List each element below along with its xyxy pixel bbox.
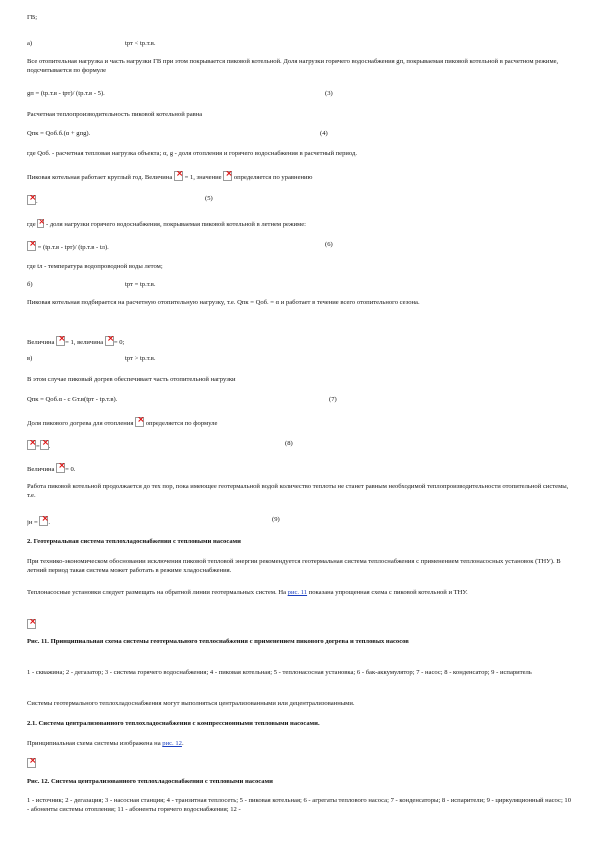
text-line: В этом случае пиковый догрев обеспечивает часть отопительной нагрузки [27, 376, 236, 383]
broken-image-icon [39, 516, 51, 526]
formula-4 [27, 130, 571, 139]
figure-legend: 1 - скважина; 2 - дегазатор; 3 - система горячего водоснабжения; 4 - пиковая котельная; 5 - теплонасосная установка; 6 - бак-аккумулятор; 7 - насос; 8 - конденсатор; 9 - испаритель [27, 669, 532, 676]
broken-image-icon [37, 219, 44, 228]
formula: = (tр.т.в - tрт)/ (tр.т.в - tл). [37, 244, 109, 251]
text-span: . [48, 443, 51, 450]
formula-3 [27, 90, 571, 99]
formula-6 [27, 241, 571, 253]
paragraph: При технико-экономическом обосновании исключения пиковой тепловой энергии рекомендуется геотермальная система теплоснабжения с применением теплонасосных установок (ТНУ). В летний период такая система может работать в режиме хладоснабжения. [27, 558, 561, 574]
text-line-with-images [27, 336, 571, 348]
text-span: Пиковая котельная работает круглый год. Величина [27, 174, 173, 181]
broken-image-icon [27, 195, 36, 205]
figure-link-11[interactable]: рис. 11 [287, 589, 308, 596]
text-span: определяется по уравнению [233, 174, 313, 181]
case-row-a [27, 40, 571, 49]
case-condition: tрт > tр.т.в. [125, 355, 156, 362]
case-condition: tрт < tр.т.в. [125, 40, 156, 47]
subsection-heading: 2.1. Система централизованного теплохладоснабжения с компрессионными тепловыми насосами. [27, 720, 320, 727]
text-span: Величина [27, 466, 55, 473]
formula-9 [27, 516, 571, 528]
case-label: а) [27, 40, 33, 47]
broken-image-icon [56, 336, 65, 346]
formula-number: (8) [285, 440, 293, 447]
formula-number: (9) [272, 516, 280, 523]
figure-legend: 1 - источник; 2 - дегазация; 3 - насосная станция; 4 - транзитная теплосеть; 5 - пиковая котельная; 6 - агрегаты теплового насоса; 7 - конденсаторы; 8 - испарители; 9 - циркуляционный насос; 10 - абоненты системы отопления; 11 - абоненты горячего водоснабжения; 12 - [27, 797, 571, 813]
broken-image-icon [105, 336, 114, 346]
text-span: = 0. [65, 466, 76, 473]
case-label: б) [27, 281, 33, 288]
text-line: Расчетная теплопроизводительность пиковой котельной равна [27, 111, 203, 118]
text-span: = 1, величина [65, 339, 104, 346]
text-line-with-images [27, 463, 571, 475]
text-line: где tл - температура водопроводной воды летом; [27, 263, 163, 270]
figure-link-12[interactable]: рис. 12 [162, 740, 182, 747]
text-span: показана упрощенная схема с пиковой котельной и ТНУ. [308, 589, 468, 596]
text-span: . [181, 740, 184, 747]
formula-7 [27, 396, 571, 405]
case-row-c [27, 355, 571, 364]
formula-number: (7) [329, 396, 337, 403]
broken-image-icon [27, 758, 36, 768]
case-row-b [27, 281, 571, 290]
broken-image-icon [40, 440, 49, 450]
figure-caption: Рис. 12. Система централизованного теплохладоснабжения с тепловыми насосами [27, 778, 273, 785]
text-line-with-images [27, 171, 571, 183]
broken-image-icon [27, 619, 36, 629]
formula-5 [27, 195, 571, 207]
formula: Qпк = Qоб.α - с Gт.в(tрт - tр.т.в). [27, 396, 118, 403]
text-span: - доля нагрузки горячего водоснабжения, покрываемая пиковой котельной в летнем режиме: [45, 221, 306, 228]
text-span: . [48, 519, 51, 526]
text-span: Теплонасосные установки следует размещать на обратной линии геотермальных систем. На [27, 589, 287, 596]
paragraph: Работа пиковой котельной продолжается до тех пор, пока имеющее геотермальной водой количество теплоты не станет равным необходимой теплопроизводительности отопительной системы, т.е. [27, 483, 569, 499]
text-span: = 1, значение [184, 174, 222, 181]
formula-number: (3) [325, 90, 333, 97]
text-line-with-images [27, 219, 571, 230]
paragraph: Пиковая котельная подбирается на расчетную отопительную нагрузку, т.е. Qпк = Qоб. = α и работает в течение всего отопительного сезона. [27, 299, 420, 306]
text-span: где [27, 221, 36, 228]
case-condition: tрт = tр.т.в. [125, 281, 156, 288]
paragraph: Все отопительная нагрузка и часть нагрузки ГВ при этом покрывается пиковой котельной. Доля нагрузки горячего водоснабжения gп, покрываемая пиковой котельной в расчетном режиме, подсчитывается по формуле [27, 58, 559, 74]
figure-11-image [27, 619, 571, 631]
text-line: ГВ; [27, 14, 38, 21]
text-span: Величина [27, 339, 55, 346]
text-line: Системы геотермального теплохладоснабжения могут выполняться централизованными или децентрализованными. [27, 700, 355, 707]
text-span: определяется по формуле [145, 420, 218, 427]
broken-image-icon [56, 463, 65, 473]
formula-number: (4) [320, 130, 328, 137]
text-span: jн = [27, 519, 38, 526]
section-heading: 2. Геотермальная система теплохладоснабжения с тепловыми насосами [27, 538, 241, 545]
formula-number: (5) [205, 195, 213, 202]
case-label: в) [27, 355, 33, 362]
text-line: где Qоб. - расчетная тепловая нагрузка объекта; α, g - доля отопления и горячего водоснабжения в расчетный период. [27, 150, 358, 157]
broken-image-icon [27, 241, 36, 251]
broken-image-icon [223, 171, 232, 181]
broken-image-icon [174, 171, 183, 181]
text-span: = [36, 443, 40, 450]
formula-8 [27, 440, 571, 452]
text-line-with-link [27, 740, 571, 749]
figure-caption: Рис. 11. Принципиальная схема системы геотермального теплоснабжения с применением пикового догрева и тепловых насосов [27, 638, 409, 645]
paragraph-with-link [27, 589, 571, 598]
formula-number: (6) [325, 241, 333, 248]
formula: Qпк = Qоб.б.(α + gпg). [27, 130, 91, 137]
text-span: = 0; [113, 339, 125, 346]
text-span: Доля пикового догрева для отопления [27, 420, 134, 427]
text-span: . [36, 198, 38, 205]
figure-12-image [27, 758, 571, 770]
formula: gп = (tр.т.в - tрт)/ (tр.т.в - 5). [27, 90, 105, 97]
text-line-with-images [27, 417, 571, 429]
text-span: Принципиальная схема системы изображена на [27, 740, 161, 747]
broken-image-icon [27, 440, 36, 450]
broken-image-icon [135, 417, 144, 427]
